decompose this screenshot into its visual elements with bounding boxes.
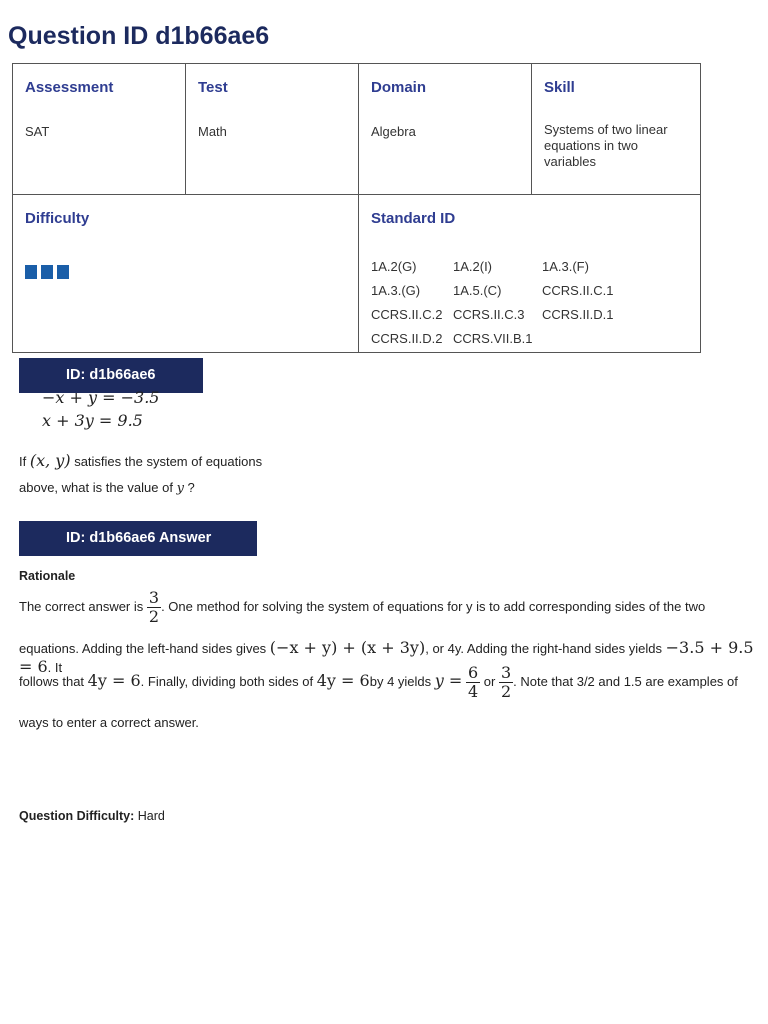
question-text-line-2 xyxy=(19,480,195,496)
skill-label: Skill xyxy=(544,79,575,96)
page-title: Question ID d1b66ae6 xyxy=(8,22,270,50)
difficulty-cell xyxy=(13,195,359,353)
standard-id: 1A.3.(G) xyxy=(371,283,421,298)
standard-id: 1A.5.(C) xyxy=(453,283,502,298)
fraction-denominator: 2 xyxy=(148,607,160,626)
equation-2: x + 3y = 9.5 xyxy=(42,411,143,430)
difficulty-indicator xyxy=(25,265,346,279)
fraction-six-fourths xyxy=(466,664,480,701)
assessment-value: SAT xyxy=(25,124,50,139)
standard-id: CCRS.II.D.2 xyxy=(371,331,443,346)
fraction-numerator: 3 xyxy=(500,663,512,682)
question-metadata-table xyxy=(12,63,701,353)
difficulty-footer-label: Question Difficulty: xyxy=(19,809,135,823)
rationale-text: The correct answer is xyxy=(19,598,144,614)
variable-y: y xyxy=(176,481,184,496)
test-value: Math xyxy=(198,124,227,139)
question-text: If xyxy=(19,454,27,469)
question-text-line-1 xyxy=(19,451,262,470)
answer-id-banner: ID: d1b66ae6 Answer xyxy=(19,521,257,556)
fraction-denominator: 2 xyxy=(500,682,512,701)
math-expression: 4y = 6 xyxy=(87,670,141,690)
test-label: Test xyxy=(198,79,228,96)
domain-cell xyxy=(359,64,532,195)
assessment-cell xyxy=(13,64,186,195)
question-text: satisfies the system of equations xyxy=(74,454,263,469)
skill-cell xyxy=(532,64,701,195)
rationale-text: . Note that 3/2 and 1.5 are examples of xyxy=(513,673,738,689)
difficulty-label: Difficulty xyxy=(25,210,90,227)
standard-id: CCRS.VII.B.1 xyxy=(453,331,533,346)
answer-fraction xyxy=(147,589,161,626)
rationale-text: equations. Adding the left-hand sides gives xyxy=(19,641,267,656)
rationale-line-3 xyxy=(19,664,738,701)
math-expression: y = xyxy=(434,670,463,690)
standard-id: 1A.2(G) xyxy=(371,259,417,274)
math-expression: (−x + y) + (x + 3y) xyxy=(269,638,426,657)
ordered-pair: (x, y) xyxy=(29,451,71,470)
assessment-label: Assessment xyxy=(25,79,114,96)
test-cell xyxy=(186,64,359,195)
rationale-heading: Rationale xyxy=(19,569,76,583)
question-difficulty xyxy=(19,809,165,823)
standard-id-list xyxy=(371,259,688,346)
standard-id: CCRS.II.C.3 xyxy=(453,307,525,322)
equation-system xyxy=(42,386,159,432)
standard-id-cell xyxy=(359,195,701,353)
fraction-numerator: 6 xyxy=(467,663,479,682)
rationale-text: . One method for solving the system of equations for y is to add corresponding sides of the two xyxy=(161,598,706,614)
question-text: above, what is the value of xyxy=(19,480,173,495)
standard-id-label: Standard ID xyxy=(371,210,456,227)
difficulty-bar xyxy=(41,265,53,279)
difficulty-bar xyxy=(25,265,37,279)
fraction-numerator: 3 xyxy=(148,588,160,607)
domain-value: Algebra xyxy=(371,124,416,139)
rationale-text: . It xyxy=(47,660,63,675)
domain-label: Domain xyxy=(371,79,427,96)
equation-1: −x + y = −3.5 xyxy=(42,388,160,407)
rationale-line-1 xyxy=(19,589,705,626)
rationale-text: follows that xyxy=(19,673,85,689)
difficulty-bar xyxy=(57,265,69,279)
rationale-text: , or 4y. Adding the right-hand sides yields xyxy=(425,641,663,656)
rationale-text: by 4 yields xyxy=(369,673,432,689)
standard-id: CCRS.II.D.1 xyxy=(542,307,614,322)
difficulty-footer-value: Hard xyxy=(137,809,165,823)
fraction-three-halves xyxy=(499,664,513,701)
skill-value: Systems of two linear equations in two variables xyxy=(544,122,668,169)
standard-id: CCRS.II.C.1 xyxy=(542,283,614,298)
question-id-banner: ID: d1b66ae6 xyxy=(19,358,203,393)
fraction-denominator: 4 xyxy=(467,682,479,701)
standard-id: 1A.3.(F) xyxy=(542,259,589,274)
standard-id: 1A.2(I) xyxy=(453,259,493,274)
rationale-text: . Finally, dividing both sides of xyxy=(140,673,314,689)
rationale-text: or xyxy=(483,673,496,689)
standard-id: CCRS.II.C.2 xyxy=(371,307,443,322)
math-expression: −3.5 + 9.5 = 6 xyxy=(19,638,754,676)
math-expression: 4y = 6 xyxy=(316,670,370,690)
rationale-line-4: ways to enter a correct answer. xyxy=(19,715,199,730)
question-text: ? xyxy=(187,480,195,495)
